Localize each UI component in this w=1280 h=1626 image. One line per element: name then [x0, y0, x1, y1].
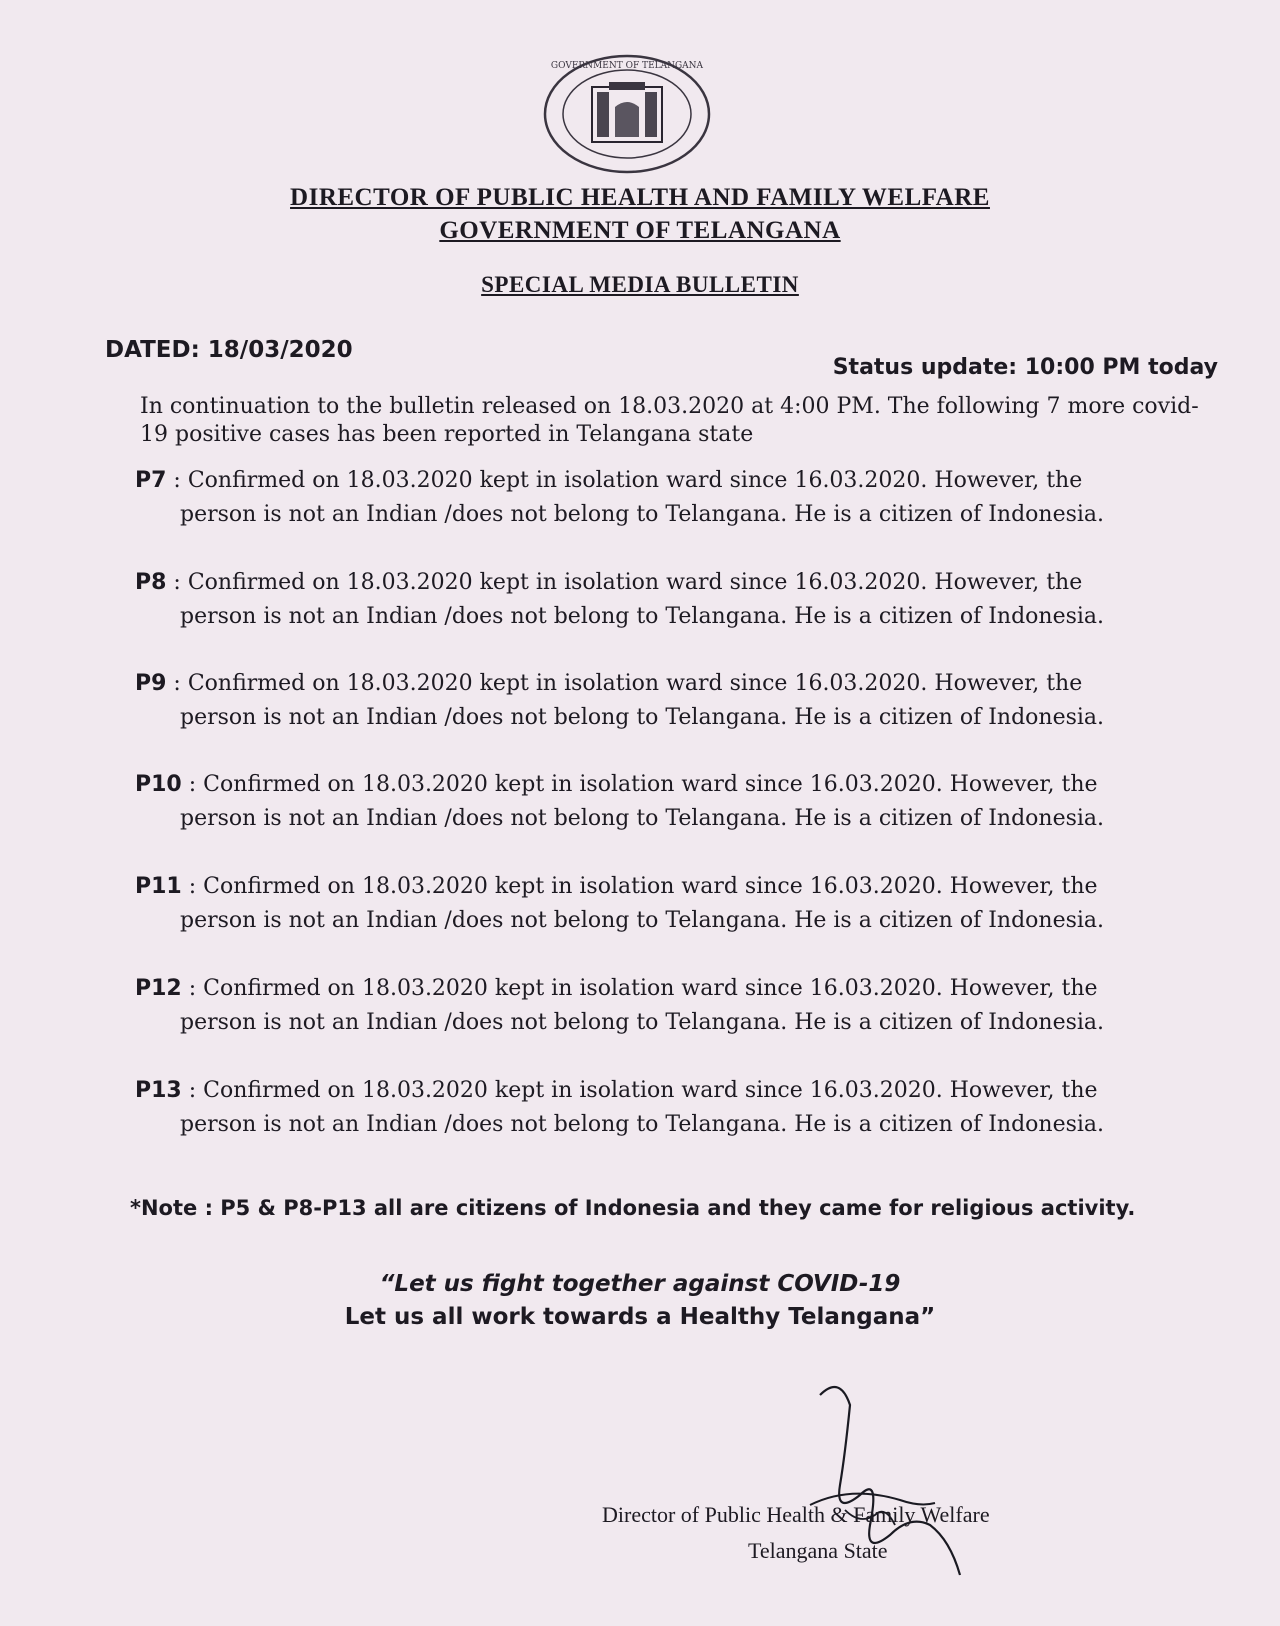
case-id: P9	[135, 671, 167, 696]
header-department: DIRECTOR OF PUBLIC HEALTH AND FAMILY WELFARE	[290, 184, 990, 211]
case-text-line1: Confirmed on 18.03.2020 kept in isolation ward since 16.03.2020. However, the	[203, 976, 1098, 1001]
signature-title: Director of Public Health & Family Welfare	[602, 1502, 990, 1527]
case-entry: P10 : Confirmed on 18.03.2020 kept in isolation ward since 16.03.2020. However, the person is not an Indian /does not belong to Telangana. He is a citizen of Indonesia.	[135, 768, 1225, 836]
case-text-line2: person is not an Indian /does not belong to Telangana. He is a citizen of Indonesia.	[180, 1010, 1105, 1035]
case-text-line2: person is not an Indian /does not belong to Telangana. He is a citizen of Indonesia.	[180, 806, 1105, 831]
case-text-line2: person is not an Indian /does not belong to Telangana. He is a citizen of Indonesia.	[180, 908, 1105, 933]
case-text-line1: Confirmed on 18.03.2020 kept in isolation ward since 16.03.2020. However, the	[187, 671, 1083, 696]
case-entry: P9 : Confirmed on 18.03.2020 kept in isolation ward since 16.03.2020. However, the person is not an Indian /does not belong to Telangana. He is a citizen of Indonesia.	[135, 667, 1225, 735]
intro-paragraph: In continuation to the bulletin released on 18.03.2020 at 4:00 PM. The following 7 more covid-19 positive cases has been reported in Telangana state	[140, 394, 1199, 447]
case-text-line1: Confirmed on 18.03.2020 kept in isolation ward since 16.03.2020. However, the	[187, 570, 1083, 595]
case-id: P8	[135, 570, 167, 595]
case-id: P12	[135, 976, 182, 1001]
case-id: P11	[135, 874, 182, 899]
case-entry: P8 : Confirmed on 18.03.2020 kept in isolation ward since 16.03.2020. However, the person is not an Indian /does not belong to Telangana. He is a citizen of Indonesia.	[135, 566, 1225, 634]
case-entry: P13 : Confirmed on 18.03.2020 kept in isolation ward since 16.03.2020. However, the person is not an Indian /does not belong to Telangana. He is a citizen of Indonesia.	[135, 1074, 1225, 1142]
status-update: Status update: 10:00 PM today	[832, 355, 1218, 380]
case-entry: P12 : Confirmed on 18.03.2020 kept in isolation ward since 16.03.2020. However, the person is not an Indian /does not belong to Telangana. He is a citizen of Indonesia.	[135, 972, 1225, 1040]
bulletin-title: SPECIAL MEDIA BULLETIN	[481, 272, 799, 297]
case-text-line2: person is not an Indian /does not belong to Telangana. He is a citizen of Indonesia.	[180, 604, 1105, 629]
case-entry: P11 : Confirmed on 18.03.2020 kept in isolation ward since 16.03.2020. However, the person is not an Indian /does not belong to Telangana. He is a citizen of Indonesia.	[135, 870, 1225, 938]
case-text-line1: Confirmed on 18.03.2020 kept in isolation ward since 16.03.2020. However, the	[203, 772, 1098, 797]
footnote: *Note : P5 & P8-P13 all are citizens of Indonesia and they came for religious activity.	[130, 1196, 1136, 1220]
case-text-line1: Confirmed on 18.03.2020 kept in isolation ward since 16.03.2020. However, the	[203, 1078, 1098, 1103]
svg-text:GOVERNMENT OF TELANGANA: GOVERNMENT OF TELANGANA	[550, 61, 704, 71]
case-id: P13	[135, 1078, 182, 1103]
case-id: P7	[135, 468, 167, 493]
signature-state: Telangana State	[748, 1538, 888, 1563]
case-text-line1: Confirmed on 18.03.2020 kept in isolation ward since 16.03.2020. However, the	[203, 874, 1098, 899]
case-text-line2: person is not an Indian /does not belong to Telangana. He is a citizen of Indonesia.	[180, 705, 1105, 730]
government-seal-icon	[537, 52, 717, 176]
slogan-line1: “Let us fight together against COVID-19	[379, 1271, 901, 1297]
case-text-line2: person is not an Indian /does not belong to Telangana. He is a citizen of Indonesia.	[180, 502, 1105, 527]
case-entry: P7 : Confirmed on 18.03.2020 kept in isolation ward since 16.03.2020. However, the person is not an Indian /does not belong to Telangana. He is a citizen of Indonesia.	[135, 464, 1225, 532]
case-id: P10	[135, 772, 182, 797]
slogan-line2: Let us all work towards a Healthy Telangana”	[344, 1304, 936, 1330]
case-text-line1: Confirmed on 18.03.2020 kept in isolation ward since 16.03.2020. However, the	[187, 468, 1083, 493]
header-government: GOVERNMENT OF TELANGANA	[439, 217, 841, 244]
case-text-line2: person is not an Indian /does not belong to Telangana. He is a citizen of Indonesia.	[180, 1112, 1105, 1137]
dated-label: DATED: 18/03/2020	[105, 337, 353, 363]
